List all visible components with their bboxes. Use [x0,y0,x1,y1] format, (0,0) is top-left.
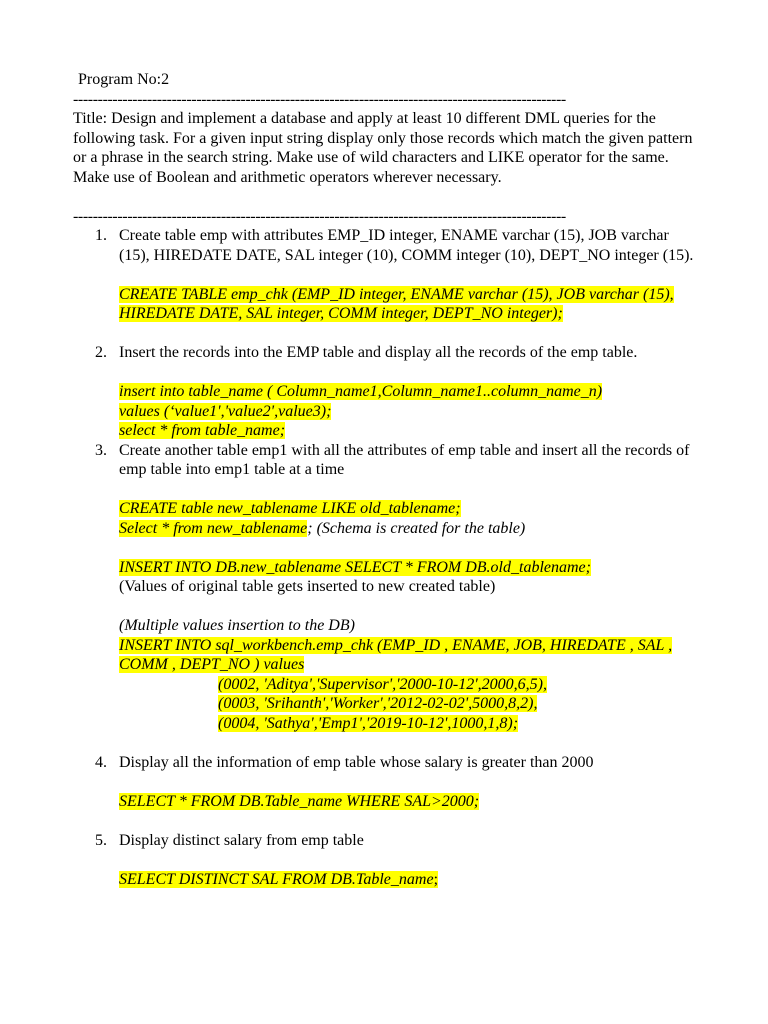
sql-code-terminator: ; [433,870,439,888]
sql-value-row: (0003, 'Srihanth','Worker','2012-02-02',5000,8,2), [218,695,538,712]
sql-value-row: (0002, 'Aditya','Supervisor','2000-10-12',2000,6,5), [218,675,547,693]
sql-code: insert into table_name ( Column_name1,Column_name1..column_name_n) [119,383,603,400]
sql-code: INSERT INTO sql_workbench.emp_chk (EMP_ID , ENAME, JOB, HIREDATE , SAL , COMM , DEPT_NO ) values [119,636,673,673]
item-number: 1. [95,227,107,244]
item-text: Create another table emp1 with all the attributes of emp table and insert all the records of emp table into emp1 table at a time [119,441,690,478]
sql-code: select * from table_name; [119,422,286,439]
item-number: 4. [95,753,107,771]
list-item [73,831,703,890]
item-number: 3. [95,441,107,459]
sql-code: SELECT * FROM DB.Table_name WHERE SAL>2000; [119,792,480,810]
sql-code-block [119,285,703,324]
task-list [73,226,703,889]
item-text: Create table emp with attributes EMP_ID integer, ENAME varchar (15), JOB varchar (15), HIREDATE DATE, SAL integer (10), COMM integer (10), DEPT_NO integer (15). [119,227,694,264]
item-number: 2. [95,344,107,361]
sql-value-row: (0004, 'Sathya','Emp1','2019-10-12',1000,1,8); [218,714,519,732]
list-item [73,226,703,324]
divider-bottom: ---------------------------------------------------------------------------------------------------- [73,208,566,225]
list-item [73,441,703,734]
sql-comment: ; (Schema is created for the table) [307,519,526,537]
divider-top: ---------------------------------------------------------------------------------------------------- [73,91,566,108]
sql-code: Select * from new_tablename [119,519,308,537]
item-number: 5. [95,831,107,849]
sql-code: CREATE TABLE emp_chk (EMP_ID integer, ENAME varchar (15), JOB varchar (15), HIREDATE DATE, SAL integer, COMM integer, DEPT_NO integer); [119,285,674,322]
item-text: Insert the records into the EMP table and display all the records of the emp table. [119,344,638,361]
sql-code: INSERT INTO DB.new_tablename SELECT * FROM DB.old_tablename; [119,558,591,576]
list-item [73,753,703,812]
sql-code: CREATE table new_tablename LIKE old_tablename; [119,500,461,517]
program-number: Program No:2 [78,71,170,88]
item-text: Display all the information of emp table whose salary is greater than 2000 [119,753,594,771]
sql-code: values (‘value1','value2',value3); [119,402,332,420]
list-item [73,343,703,441]
sql-code: SELECT DISTINCT SAL FROM DB.Table_name [119,870,434,888]
explanation-note: (Multiple values insertion to the DB) [119,617,355,634]
item-text: Display distinct salary from emp table [119,831,364,849]
explanation-note: (Values of original table gets inserted to new created table) [119,578,496,595]
task-title: Title: Design and implement a database and apply at least 10 different DML queries for the following task. For a given input string display only those records which match the given pattern or a phrase in the search string. Make use of wild characters and LIKE operator for the same. Make use of Boolean and arithmetic operators wherever necessary. [73,110,693,186]
